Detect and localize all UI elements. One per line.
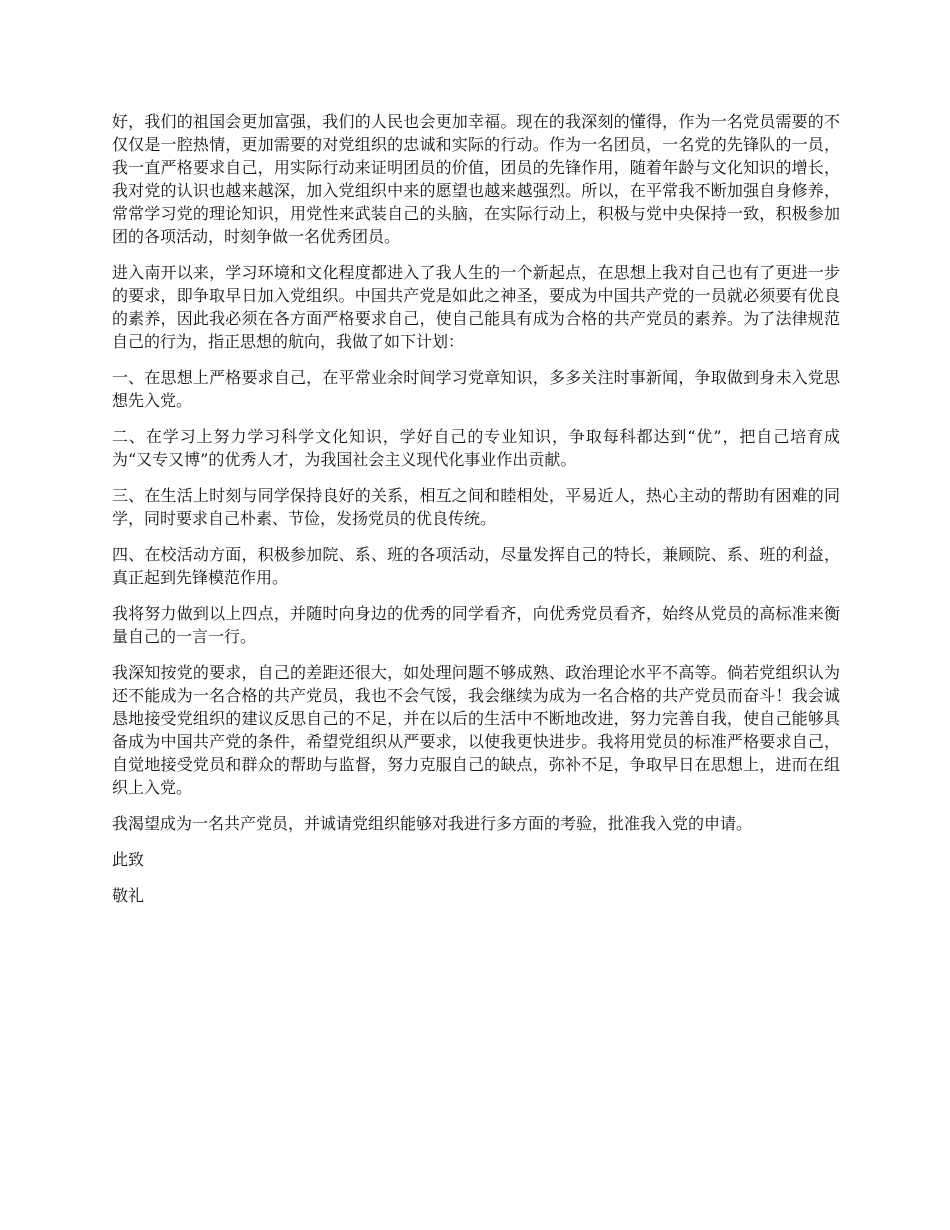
plan-item-1: 一、在思想上严格要求自己，在平常业余时间学习党章知识，多多关注时事新闻，争取做到身未入党思想先入党。 [112,368,840,410]
plan-item-4: 四、在校活动方面，积极参加院、系、班的各项活动，尽量发挥自己的特长，兼顾院、系、班的利益，真正起到先锋模范作用。 [112,545,840,587]
paragraph-continuation: 好，我们的祖国会更加富强，我们的人民也会更加幸福。现在的我深刻的懂得，作为一名党员需要的不仅仅是一腔热情，更加需要的对党组织的忠诚和实际的行动。作为一名团员，一名党的先锋队的一员，我一直严格要求自己，用实际行动来证明团员的价值，团员的先锋作用，随着年龄与文化知识的增长，我对党的认识也越来越深，加入党组织中来的愿望也越来越强烈。所以，在平常我不断加强自身修养，常常学习党的理论知识，用党性来武装自己的头脑，在实际行动上，积极与党中央保持一致，积极参加团的各项活动，时刻争做一名优秀团员。 [112,112,840,246]
paragraph-self-reflection: 我深知按党的要求，自己的差距还很大，如处理问题不够成熟、政治理论水平不高等。倘若党组织认为还不能成为一名合格的共产党员，我也不会气馁，我会继续为成为一名合格的共产党员而奋斗！我会诚恳地接受党组织的建议反思自己的不足，并在以后的生活中不断地改进，努力完善自我，使自己能够具备成为中国共产党的条件，希望党组织从严要求，以使我更快进步。我将用党员的标准严格要求自己，自觉地接受党员和群众的帮助与监督，努力克服自己的缺点，弥补不足，争取早日在思想上，进而在组织上入党。 [112,663,840,797]
paragraph-request: 我渴望成为一名共产党员，并诚请党组织能够对我进行多方面的考验，批准我入党的申请。 [112,814,753,833]
plan-item-2: 二、在学习上努力学习科学文化知识，学好自己的专业知识，争取每科都达到“优”，把自己培育成为“又专又博”的优秀人才，为我国社会主义现代化事业作出贡献。 [112,427,840,469]
closing-salutation: 此致 [112,850,145,869]
paragraph-commitment: 我将努力做到以上四点，并随时向身边的优秀的同学看齐，向优秀党员看齐，始终从党员的高标准来衡量自己的一言一行。 [112,604,840,646]
closing-regards: 敬礼 [112,886,145,905]
plan-item-3: 三、在生活上时刻与同学保持良好的关系，相互之间和睦相处，平易近人，热心主动的帮助有困难的同学，同时要求自己朴素、节俭，发扬党员的优良传统。 [112,486,840,528]
paragraph-nankai: 进入南开以来，学习环境和文化程度都进入了我人生的一个新起点，在思想上我对自己也有了更进一步的要求，即争取早日加入党组织。中国共产党是如此之神圣，要成为中国共产党的一员就必须要有优良的素养，因此我必须在各方面严格要求自己，使自己能具有成为合格的共产党员的素养。为了法律规范自己的行为，指正思想的航向，我做了如下计划： [112,263,840,351]
